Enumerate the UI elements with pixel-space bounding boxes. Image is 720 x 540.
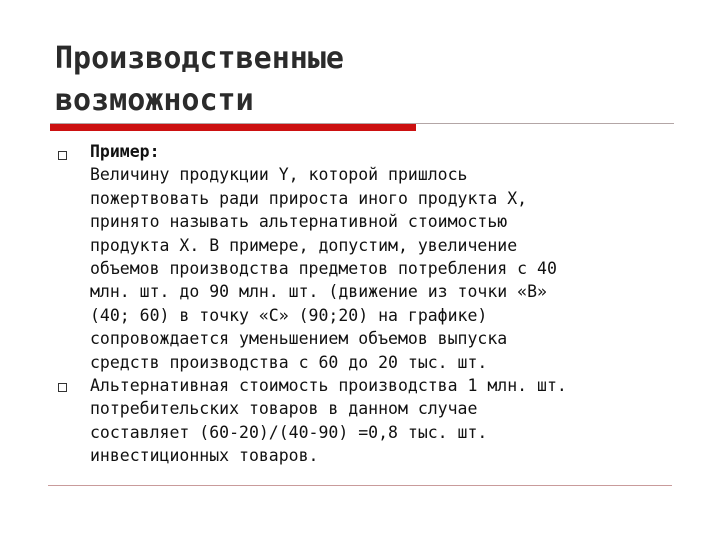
- bullet-text: Величину продукции Y, которой пришлось пожертвовать ради прироста иного продукта Х, принято называть альтернативной стоимостью продукта Х. В примере, допустим, увеличение объемов производства предметов потребления с 40 млн. шт. до 90 млн. шт. (движение из точки «В» (40; 60) в точку «С» (90;20) на графике) сопровождается уменьшением объемов выпуска средств производства с 60 до 20 тыс. шт.: [90, 165, 557, 372]
- slide-title: Производственные возможности: [55, 41, 344, 118]
- bullet-text: Альтернативная стоимость производства 1 млн. шт. потребительских товаров в данном случае составляет (60-20)/(40-90) =0,8 тыс. шт. инвестиционных товаров.: [90, 376, 567, 466]
- bullet-heading: Пример:: [90, 142, 160, 161]
- title-accent-bar: [50, 124, 416, 131]
- list-item: [50, 374, 670, 468]
- footer-divider-line: [48, 485, 672, 486]
- hollow-square-bullet-icon: [58, 383, 67, 392]
- bullet-list: [50, 140, 670, 468]
- list-item: [50, 140, 670, 374]
- hollow-square-bullet-icon: [58, 151, 67, 160]
